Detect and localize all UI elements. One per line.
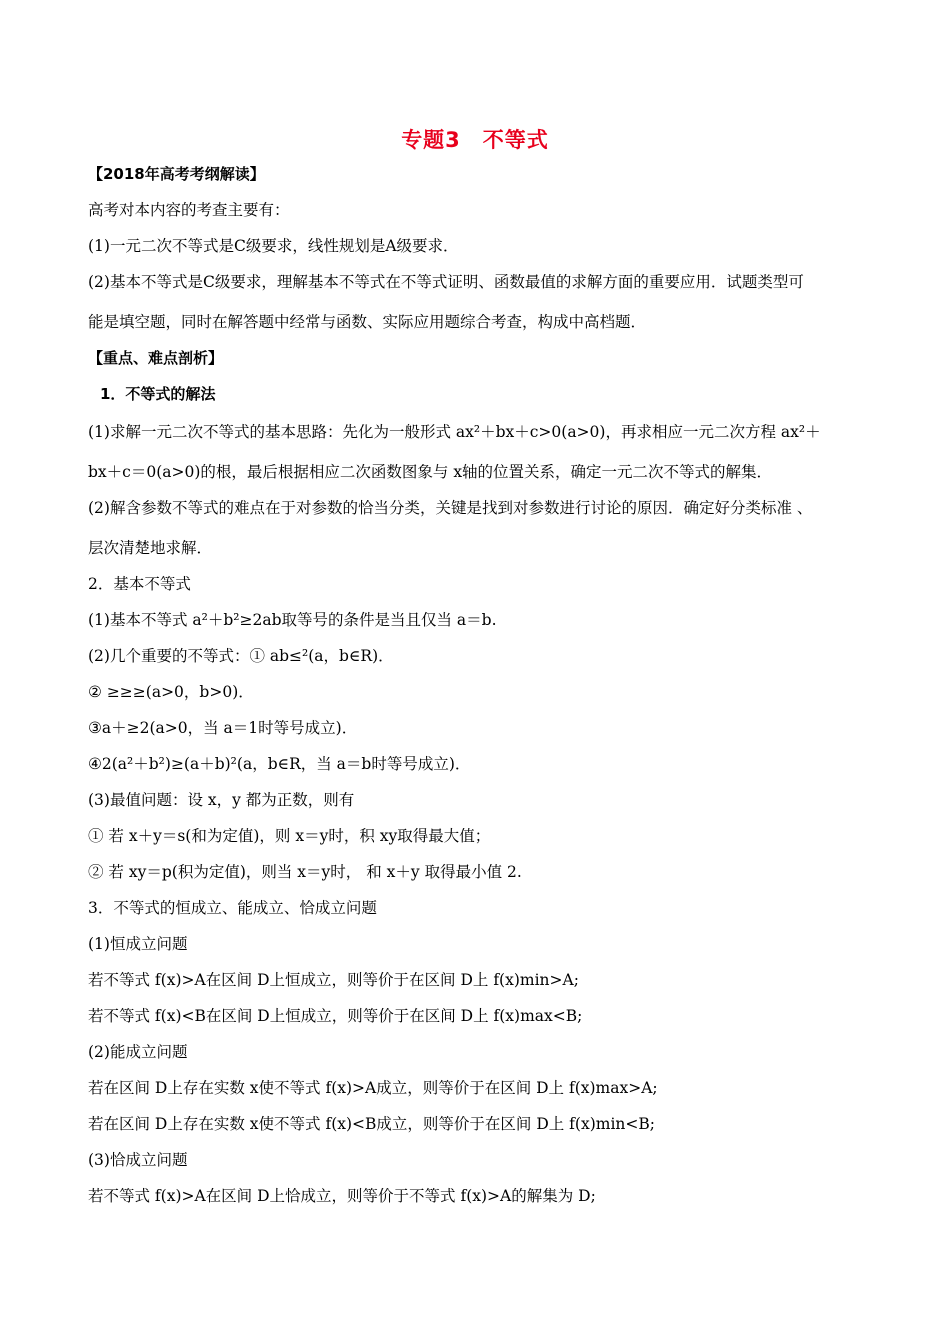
paragraph-line: (1)一元二次不等式是C级要求，线性规划是A级要求． [88, 237, 459, 255]
paragraph-line: (3)最值问题：设 x，y 都为正数，则有 [88, 791, 355, 809]
paragraph-line: 若不等式 f(x)>A在区间 D上恒成立，则等价于在区间 D上 f(x)min>A; [88, 971, 579, 989]
paragraph-line: bx＋c＝0(a>0)的根，最后根据相应二次函数图象与 x轴的位置关系，确定一元二次不等式的解集． [88, 463, 773, 481]
paragraph-line: 高考对本内容的考查主要有： [88, 201, 290, 219]
paragraph-line: (3)恰成立问题 [88, 1151, 188, 1169]
subheading-solving: 1．不等式的解法 [100, 385, 216, 403]
paragraph-line: (2)解含参数不等式的难点在于对参数的恰当分类，关键是找到对参数进行讨论的原因．确定好分类标准 、 [88, 499, 813, 517]
section-heading-analysis: 【重点、难点剖析】 [88, 349, 224, 367]
subheading-constant-problems: 3．不等式的恒成立、能成立、恰成立问题 [88, 899, 377, 917]
paragraph-line: 能是填空题，同时在解答题中经常与函数、实际应用题综合考查，构成中高档题． [88, 313, 647, 331]
paragraph-line: ② ≥≥≥(a>0，b>0)． [88, 683, 254, 701]
paragraph-line: ① 若 x＋y＝s(和为定值)，则 x＝y时，积 xy取得最大值； [88, 827, 491, 845]
paragraph-line: 若在区间 D上存在实数 x使不等式 f(x)>A成立，则等价于在区间 D上 f(x)max>A; [88, 1079, 658, 1097]
subheading-basic-inequality: 2．基本不等式 [88, 575, 191, 593]
section-heading-outline: 【2018年高考考纲解读】 [88, 165, 265, 183]
paragraph-line: ④2(a²＋b²)≥(a＋b)²(a，b∈R，当 a＝b时等号成立)． [88, 755, 471, 773]
paragraph-line: 若不等式 f(x)<B在区间 D上恒成立，则等价于在区间 D上 f(x)max<B; [88, 1007, 583, 1025]
paragraph-line: 层次清楚地求解． [88, 539, 213, 557]
paragraph-line: 若在区间 D上存在实数 x使不等式 f(x)<B成立，则等价于在区间 D上 f(x)min<B; [88, 1115, 655, 1133]
paragraph-line: (2)能成立问题 [88, 1043, 188, 1061]
paragraph-line: (2)基本不等式是C级要求，理解基本不等式在不等式证明、函数最值的求解方面的重要应用．试题类型可 [88, 273, 804, 291]
paragraph-line: (2)几个重要的不等式：① ab≤²(a，b∈R)． [88, 647, 394, 665]
paragraph-line: (1)恒成立问题 [88, 935, 188, 953]
paragraph-line: ③a＋≥2(a>0，当 a＝1时等号成立)． [88, 719, 358, 737]
paragraph-line: ② 若 xy＝p(积为定值)，则当 x＝y时， 和 x＋y 取得最小值 2. [88, 863, 522, 881]
page-title: 专题3 不等式 [401, 128, 549, 152]
paragraph-line: 若不等式 f(x)>A在区间 D上恰成立，则等价于不等式 f(x)>A的解集为 D; [88, 1187, 596, 1205]
paragraph-line: (1)求解一元二次不等式的基本思路：先化为一般形式 ax²＋bx＋c>0(a>0)，再求相应一元二次方程 ax²＋ [88, 423, 821, 441]
paragraph-line: (1)基本不等式 a²＋b²≥2ab取等号的条件是当且仅当 a＝b. [88, 611, 497, 629]
